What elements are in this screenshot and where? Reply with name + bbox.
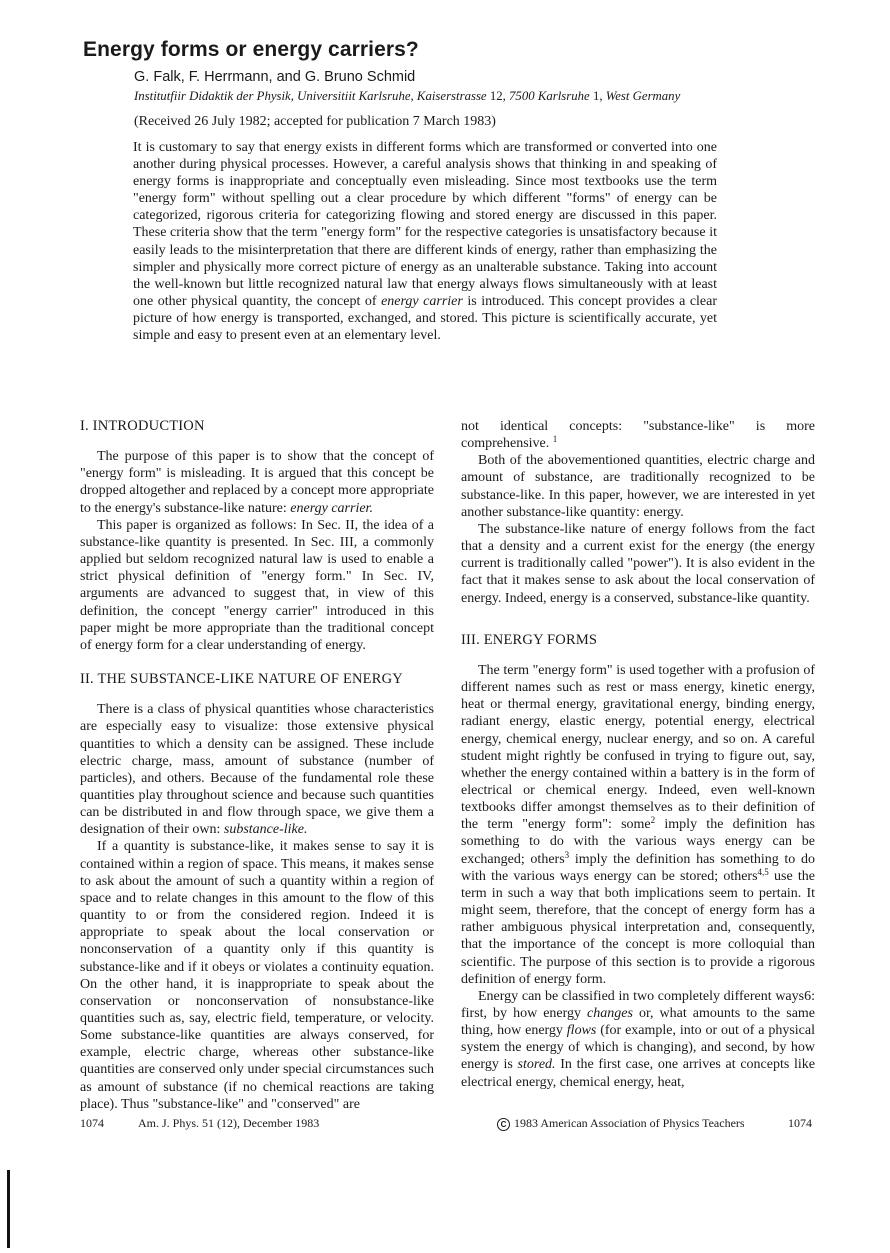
- affiliation-part: 7500 Karlsruhe: [505, 89, 593, 103]
- page-number-right: 1074: [788, 1116, 812, 1130]
- paragraph: This paper is organized as follows: In Sec. II, the idea of a substance-like quantity is presented. In Sec. III, a commonly applied but seldom recognized natural law is used to enable a strict physical definition of "energy form." In Sec. IV, arguments are advanced to suggest that, in view of this definition, the concept "energy carrier" introduced in this paper might be more appropriate than the traditional concept of energy form for a clear understanding of energy.: [80, 517, 434, 653]
- paragraph-text: not identical concepts: "substance-like" is more comprehensive.: [461, 419, 815, 452]
- paragraph-text: (for example, into or out of a physical system the energy of which is changing), and second, by how energy is: [461, 1023, 815, 1073]
- paragraph-italic: substance-like.: [223, 822, 308, 838]
- paragraph: [80, 701, 434, 838]
- paragraph: [461, 988, 815, 1091]
- affiliation: [134, 89, 680, 104]
- paragraph-text: There is a class of physical quantities whose characteristics are especially easy to visualize: those extensive physical quantities to which a density can be assigned. These include electric charge, mass, amount of substance (number of particles), and others. Because of the fundamental role these quantities play throughout science and because such quantities can be distributed in and flow through space, we give them a designation of their own:: [80, 702, 434, 838]
- paragraph-text: The term "energy form" is used together with a profusion of different names such as rest or mass energy, kinetic energy, heat or thermal energy, gravitational energy, binding energy, radiant energy, elastic energy, potential energy, electrical energy, chemical energy, nuclear energy, and so on. A careful student might rightly be confused in trying to figure out, say, whether the energy contained within a battery is in the form of electrical or chemical energy. Indeed, even well-known textbooks differ amongst themselves as to their definition of the term "energy form": some: [461, 662, 815, 833]
- copyright-icon: C: [497, 1118, 510, 1131]
- abstract-text: is introduced. This concept provides a clear picture of how energy is transported, exchanged, and stored. This picture is scientifically accurate, yet simple and easy to present even at an elementary level.: [133, 293, 718, 344]
- right-column: [461, 418, 815, 1091]
- paragraph-text: In the first case, one arrives at concepts like electrical energy, chemical energy, heat,: [461, 1057, 815, 1090]
- page-number-left: 1074: [80, 1116, 104, 1130]
- affiliation-part: West Germany: [602, 89, 681, 103]
- paragraph-italic: flows: [566, 1023, 597, 1039]
- paragraph-italic: changes: [587, 1006, 633, 1021]
- paragraph-text: imply the definition has something to do with the various ways energy can be stored; others: [461, 851, 815, 884]
- paragraph-text: use the term in such a way that both implications seem to pertain. It might seem, therefore, that the concept of energy form has a rather ambiguous physical interpretation and, consequently, that the importance of the concept is more colloquial than scientific. The purpose of this section is to provide a rigorous definition of energy form.: [461, 868, 816, 987]
- section-heading-substance-like: II. THE SUBSTANCE-LIKE NATURE OF ENERGY: [80, 671, 403, 688]
- paragraph-text: or, what amounts to the same thing, how energy: [461, 1006, 816, 1039]
- scan-edge-mark: [7, 1170, 10, 1248]
- reference-number: 4,5: [757, 866, 769, 877]
- journal-citation: Am. J. Phys. 51 (12), December 1983: [138, 1116, 320, 1130]
- abstract-italic: energy carrier: [381, 293, 463, 309]
- paragraph-text: Energy can be classified in two completely different ways6: first, by how energy: [461, 988, 815, 1021]
- section-heading-introduction: I. INTRODUCTION: [80, 418, 205, 434]
- reference-number: 2: [650, 815, 656, 826]
- paragraph-text: The purpose of this paper is to show that the concept of "energy form" is misleading. It is argued that this concept be dropped altogether and replaced by a concept more appropriate to the energy's substance-like nature:: [80, 449, 434, 516]
- paper-title: Energy forms or energy carriers?: [83, 38, 419, 61]
- author-list: G. Falk, F. Herrmann, and G. Bruno Schmid: [134, 69, 416, 85]
- paragraph: Both of the abovementioned quantities, electric charge and amount of substance, are traditionally recognized to be substance-like. In this paper, however, we are interested in yet another substance-like quantity: energy.: [461, 453, 815, 520]
- paragraph-italic: stored.: [517, 1057, 556, 1073]
- paragraph-text: imply the definition has something to do with the various ways energy can be exchanged; others: [461, 817, 815, 867]
- left-column: [80, 418, 434, 1113]
- affiliation-number: 12,: [489, 89, 506, 103]
- paragraph-italic: energy carrier.: [290, 500, 373, 516]
- reference-number: 1: [552, 434, 558, 445]
- abstract: [133, 139, 717, 344]
- paragraph-continuation: [461, 418, 815, 452]
- abstract-text: It is customary to say that energy exists in different forms which are transformed or converted into one another during physical processes. However, a careful analysis shows that thinking in and speaking of energy forms is inappropriate and conceptually even misleading. Since most textbooks use the term "energy form" without spelling out a clear procedure by which different "forms" of energy can be categorized, rigorous criteria for categorizing flowing and stored energy are discussed in this paper. These criteria show that the term "energy form" for the respective categories is unsatisfactory because it easily leads to the misinterpretation that there are different kinds of energy, rather than emphasizing the simpler and physically more correct picture of energy as an unalterable substance. Taking into account the well-known but little recognized natural law that energy always flows simultaneously with at least one other physical quantity, the concept of: [133, 140, 717, 309]
- paragraph: The substance-like nature of energy follows from the fact that a density and a current exist for the energy (the energy current is traditionally called "power"). It is also evident in the fact that it makes sense to ask about the local conservation of energy. Indeed, energy is a conserved, substance-like quantity.: [461, 521, 815, 606]
- copyright-notice: [497, 1116, 745, 1131]
- copyright-text: 1983 American Association of Physics Teachers: [514, 1116, 745, 1130]
- affiliation-number: 1,: [592, 89, 603, 103]
- received-dates: (Received 26 July 1982; accepted for publication 7 March 1983): [134, 114, 496, 129]
- affiliation-part: Institutfiir Didaktik der Physik, Universitiit Karlsruhe, Kaiserstrasse: [134, 89, 490, 103]
- reference-number: 3: [564, 849, 570, 860]
- paragraph: If a quantity is substance-like, it makes sense to say it is contained within a region of space. This means, it makes sense to ask about the amount of such a quantity within a region of space and to relate changes in this amount to the flow of this quantity to or from the considered region. Indeed it is appropriate to speak about the local conservation or nonconservation of a quantity only if this quantity is substance-like and if it obeys or violates a continuity equation. On the other hand, it is inappropriate to speak about the conservation or nonconservation of nonsubstance-like quantities such as, say, electric field, temperature, or velocity. Some substance-like quantities are always conserved, for example, electric charge, whereas other substance-like quantities are conserved only under special circumstances such as amount of substance (if no chemical reactions are taking place). Thus "substance-like" and "conserved" are: [80, 839, 434, 1112]
- section-heading-energy-forms: III. ENERGY FORMS: [461, 631, 598, 648]
- paragraph: [80, 448, 434, 517]
- paragraph: [461, 662, 815, 988]
